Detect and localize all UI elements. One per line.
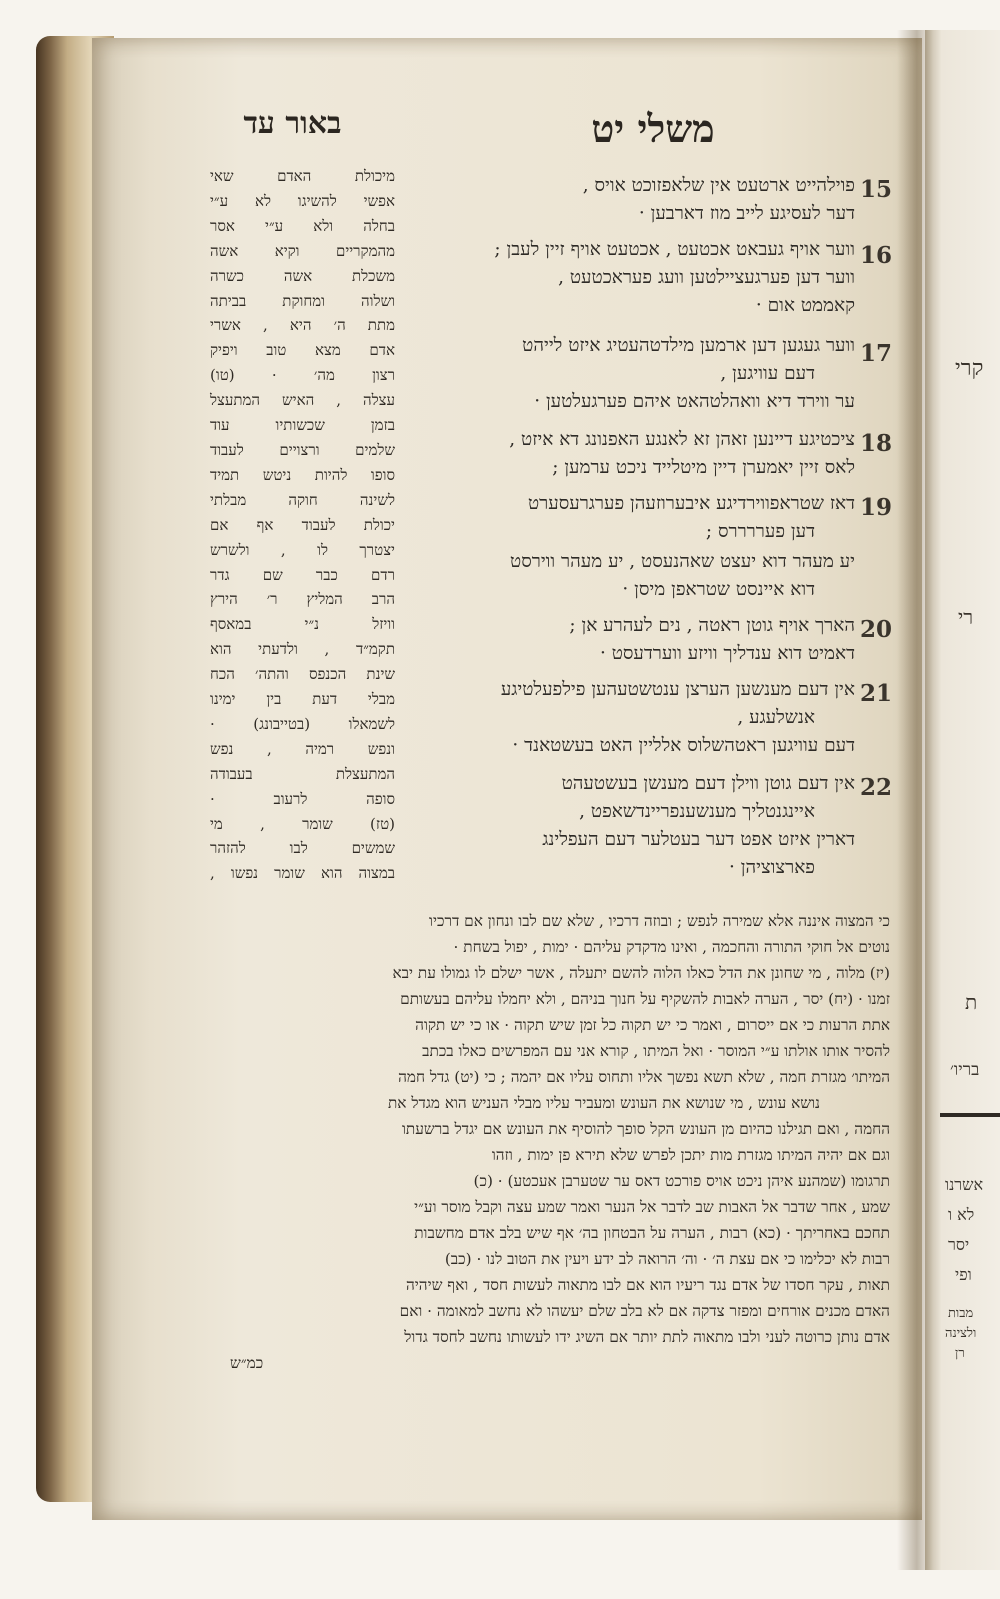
commentary-line: במצוה הוא שומר נפשו ,	[210, 864, 395, 883]
commentary-line: המתעצלת בעבודה	[210, 764, 395, 783]
next-page-fragment: אשרנו	[945, 1175, 984, 1194]
verse-text	[415, 490, 855, 546]
verse-text	[415, 612, 855, 668]
commentary-line: כי המצוה איננה אלא שמירה לנפש ; ובוזה דרכיו , שלא שם לבו ונחון אם דרכיו	[429, 912, 890, 930]
commentary-line: להסיר אותו אולתו ע״י המוסר · ואל המיתו , קורא אני עם המפרשים כאלו בכתב	[422, 1042, 890, 1060]
verse-line: דעם עוויגען ,	[720, 363, 815, 384]
verse-text	[415, 332, 855, 416]
verse-number: 21	[859, 680, 892, 707]
commentary-line: נוטים אל חוקי התורה והחכמה , ואינו מדקדק עליהם · ימות , יפול בשחת ·	[453, 938, 890, 956]
verse-line: פוילהייט ארטעט אין שלאפזוכט אויס ,	[582, 175, 855, 196]
verse-text	[415, 548, 855, 604]
commentary-line: שמשים לבו להזהר	[210, 839, 395, 858]
verse-text	[415, 676, 855, 760]
verse-number: 19	[859, 494, 892, 521]
verse-text	[415, 426, 855, 482]
commentary-line: מתת ה׳ היא , אשרי	[210, 316, 395, 335]
commentary-line: הרב המליץ ר׳ הירץ	[210, 590, 395, 609]
verse-number: 16	[859, 242, 892, 269]
next-page-fragment: ופי	[955, 1265, 972, 1284]
verse-line: לאס זיין יאמערן דיין מיטלייד ניכט ערמען ;	[552, 457, 855, 478]
verse-line: איינגנטליך מענשענפריינדשאפט ,	[579, 801, 815, 822]
commentary-line: סופו להיות ניטש תמיד	[210, 465, 395, 484]
next-page-fragment: מבות	[948, 1306, 974, 1321]
running-head-title: משלי יט	[591, 106, 715, 151]
commentary-line: וויזל נ״י במאסף	[210, 615, 395, 634]
commentary-line: שלמים ורצויים לעבוד	[210, 440, 395, 459]
verse-line: ווער געגען דען ארמען מילדטהעטיג איזט לייהט	[522, 335, 855, 356]
verse-number: 17	[859, 340, 892, 367]
commentary-line: המיתו׳ מגזרת חמה , שלא תשא נפשך אליו ותחוס עליו אם יהמה ; כי (יט) גדל חמה	[398, 1068, 890, 1086]
verse-line: פארצוציהן ·	[729, 857, 815, 878]
verse-text	[415, 236, 855, 320]
verse-text	[415, 770, 855, 882]
commentary-line: משכלת אשה כשרה	[210, 266, 395, 285]
next-page-fragment: ולצינה	[945, 1326, 977, 1341]
commentary-line: ושלוה ומחוקת בביתה	[210, 291, 395, 310]
commentary-line: סופה לרעוב ·	[210, 789, 395, 808]
verse-number: 18	[859, 430, 892, 457]
commentary-line: (טז) שומר , מי	[210, 814, 395, 833]
verse-line: דאז שטראפווירדיגע איבערוזעהן פערגרעסערט	[528, 493, 855, 514]
commentary-line: בזמן שכשותיו עוד	[210, 416, 395, 435]
verse-line: דען פעררררס ;	[705, 521, 815, 542]
verse-line: ווער אויף געבאט אכטעט , אכטעט אויף זיין לעבן ;	[494, 239, 855, 260]
next-page-fragment: רי	[958, 605, 974, 629]
commentary-line: רבות לא יכלימו כי אם עצת ה׳ · וה׳ הרואה לב ידע ויעין את הטוב לנו · (כב)	[444, 1250, 890, 1268]
running-head-left: באור עד	[243, 106, 342, 141]
commentary-line: החמה , ואם תגילנו כהיום מן העונש הקל סופך להוסיף את העונש אם יגדל ברשעתו	[402, 1120, 890, 1138]
next-page-fragment: קרי	[955, 356, 984, 381]
commentary-line: תאות , עקר חסדו של אדם נגד ריעיו הוא אם לבו מתאוה לעשות חסד , ואף שיהיה	[405, 1276, 890, 1294]
commentary-line: וגם אם יהיה המיתו מגזרת מות יתכן לפרש שלא תירא פן ימות , וזהו	[491, 1146, 890, 1164]
commentary-line: יכולת לעבוד אף אם	[210, 515, 395, 534]
commentary-line: (יז) מלוה , מי שחונן את הדל כאלו הלוה להשם יתעלה , אשר ישלם לו גמולו עת יבא	[392, 964, 890, 982]
commentary-line: רצון מה׳ · (טו)	[210, 366, 395, 385]
next-page-fragment: רן	[955, 1346, 965, 1361]
next-page-fragment: יסר	[948, 1235, 970, 1254]
commentary-line: תחכם באחריתך · (כא) רבות , הערה על הבטחון בה׳ אף שיש בלב אדם מחשבות	[414, 1224, 890, 1242]
verse-line: ער ווירד דיא וואהלטהאט איהם פערגעלטען ·	[534, 391, 855, 412]
verse-number: 15	[859, 176, 892, 203]
commentary-line: לשמאלו (בטייבונג) ·	[210, 714, 395, 733]
verse-line: ווער דען פערגעציילטען וועג פעראכטעט ,	[558, 267, 855, 288]
commentary-line: ונפש רמיה , נפש	[210, 739, 395, 758]
verse-line: אנשלעגע ,	[737, 707, 815, 728]
catchword: כמ״ש	[230, 1354, 264, 1372]
commentary-line: שינת הכנפס והתה׳ הכח	[210, 665, 395, 684]
verse-line: אין דעם גוטן ווילן דעם מענשן בעשטעהט	[561, 773, 855, 794]
commentary-line: שמע , אחר שדבר אל האבות שב לדבר אל הנער ואמר שמע עצה וקבל מוסר וע״י	[414, 1198, 890, 1216]
commentary-line: אפשי להשיגו לא ע״י	[210, 191, 395, 210]
commentary-line: האדם מכנים אורחים ומפזר צדקה אם לא בלב שלם יעשהו לא נחשב למאומה · ואם	[399, 1302, 890, 1320]
verse-line: קאממט אום ·	[755, 295, 855, 316]
next-page-fragment: בריו׳	[950, 1060, 980, 1080]
verse-number: 20	[859, 616, 892, 643]
verse-line: דארין איזט אפט דער בעטלער דעם העפלינג	[542, 829, 855, 850]
verse-number: 22	[859, 774, 892, 801]
commentary-line: אתת הרעות כי אם ייסרום , ואמר כי יש תקוה כל זמן שיש תקוה · או כי יש תקוה	[415, 1016, 890, 1034]
commentary-line: יצטרך לו , ולשרש	[210, 540, 395, 559]
commentary-line: עצלה , האיש המתעצל	[210, 391, 395, 410]
next-page-rule	[940, 1113, 1000, 1117]
commentary-line: נושא עונש , מי שנושא את העונש ומעביר עליו מבלי העניש הוא מגדל את	[387, 1094, 820, 1112]
verse-line: דוא איינסט שטראפן מיסן ·	[622, 579, 815, 600]
commentary-line: רדם כבר שם גדר	[210, 565, 395, 584]
commentary-line: לשינה חוקה מבלתי	[210, 490, 395, 509]
bottom-commentary	[190, 908, 890, 1372]
book-gutter	[897, 30, 933, 1570]
next-page-fragment: לא ו	[948, 1205, 975, 1224]
verse-line: ציכטיגע דיינען זאהן זא לאנגע האפנונג דא איזט ,	[509, 429, 855, 450]
verse-line: דאמיט דוא ענדליך וויזע ווערדעסט ·	[599, 643, 855, 664]
verse-line: דעם עוויגען ראטהשלוס אלליין האט בעשטאנד ·	[512, 735, 855, 756]
commentary-line: מבלי דעת בין ימינו	[210, 690, 395, 709]
verse-text	[415, 172, 855, 228]
commentary-line: תקמ״ד , ולדעתי הוא	[210, 640, 395, 659]
commentary-line: בחלה ולא ע״י אסר	[210, 216, 395, 235]
side-commentary	[210, 164, 395, 883]
commentary-line: מיכולת האדם שאי	[210, 167, 395, 185]
commentary-line: אדם נותן כרוטה לעני ולבו מתאוה לתת יותר אם השיג ידו לעשותו נחשב לחסד גדול	[404, 1328, 890, 1346]
verse-line: דער לעסיגע לייב מוז דארבען ·	[638, 203, 855, 224]
commentary-line: תרגומו (שמהנע איהן ניכט אויס פורכט דאס ער שטערבן אעכטע) · (כ)	[473, 1172, 890, 1190]
commentary-line: זמנו · (יח) יסר , הערה לאבות להשקיף על חנוך בניהם , ולא יחמלו עליהם בעשותם	[400, 990, 890, 1008]
verse-line: אין דעם מענשען הערצן ענטשטעהען פילפעלטיגע	[500, 679, 855, 700]
next-page-fragment: ת	[965, 990, 978, 1014]
commentary-line: אדם מצא טוב ויפיק	[210, 341, 395, 360]
verse-line: הארך אויף גוטן ראטה , נים לעהרע אן ;	[569, 615, 855, 636]
verse-line: יע מעהר דוא יעצט שאהנעסט , יע מעהר ווירסט	[510, 551, 855, 572]
commentary-line: מהמקריים וקיא אשה	[210, 241, 395, 260]
